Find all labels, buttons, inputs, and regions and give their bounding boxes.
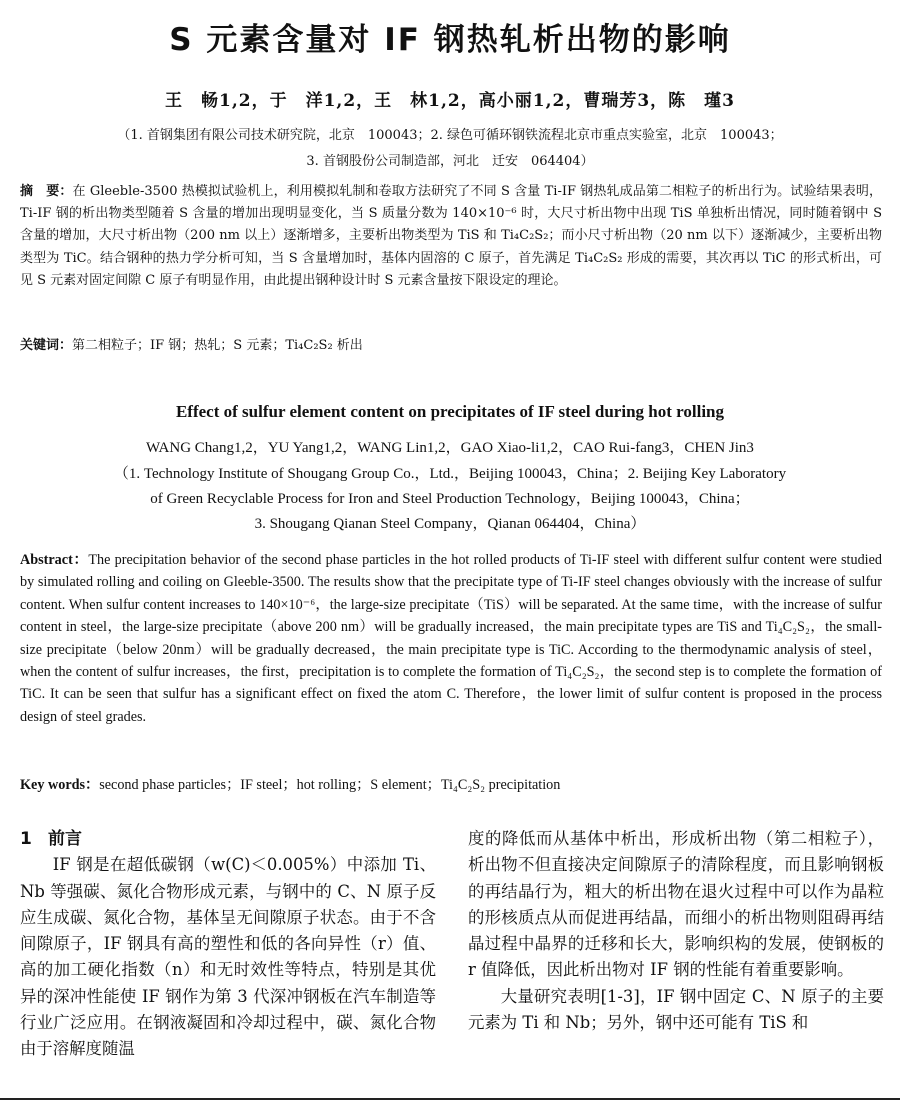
section-number: 1 — [20, 829, 32, 849]
keywords-cn-text: 第二相粒子；IF 钢；热轧；S 元素；Ti₄C₂S₂ 析出 — [72, 338, 363, 353]
affiliation-en-line-2: of Green Recyclable Process for Iron and Steel Production Technology，Beijing 100043，China； — [150, 491, 750, 507]
abstract-en — [20, 549, 882, 728]
body-column-left — [20, 826, 436, 1063]
affiliation-cn-line-2: 3. 首钢股份公司制造部，河北 迁安 064404） — [306, 154, 594, 169]
authors-en: WANG Chang1,2，YU Yang1,2，WANG Lin1,2，GAO Xiao-li1,2，CAO Rui-fang3，CHEN Jin3 — [146, 440, 754, 456]
paper-title-en: Effect of sulfur element content on precipitates of IF steel during hot rolling — [175, 402, 725, 421]
affiliation-cn-line-1: （1. 首钢集团有限公司技术研究院，北京 100043；2. 绿色可循环钢铁流程北京市重点实验室，北京 100043； — [117, 128, 783, 143]
page-bottom-rule — [0, 1098, 900, 1100]
keywords-en-text: second phase particles；IF steel；hot rolling；S element；Ti₄C₂S₂ precipitation — [99, 777, 561, 793]
section-heading — [20, 826, 436, 852]
abstract-en-label: Abstract： — [20, 552, 89, 568]
keywords-en — [20, 774, 882, 796]
keywords-en-label: Key words： — [20, 777, 100, 793]
body-paragraph: 度的降低而从基体中析出，形成析出物（第二相粒子），析出物不但直接决定间隙原子的清除程度，而且影响钢板的再结晶行为，粗大的析出物在退火过程中可以作为晶粒的形核质点从而促进再结晶，而细小的析出物则阻碍再结晶过程中晶界的迁移和长大，影响织构的发展，使钢板的 r 值降低，因此析出物对 IF 钢的性能有着重要影响。 — [468, 829, 884, 980]
paper-title-cn: S 元素含量对 IF 钢热轧析出物的影响 — [169, 22, 731, 58]
keywords-cn — [20, 335, 882, 357]
abstract-en-text: The precipitation behavior of the second phase particles in the hot rolled products of Ti-IF steel with different sulfur content were studied by simulated rolling and coiling on Gleeble-3500. The results show that the precipitate type of Ti-IF steel changes obviously with the increase of sulfur content. When sulfur content increases to 140×10⁻⁶，the large-size precipitate（TiS）will be separated. At the same time，with the increase of sulfur content in steel，the large-size precipitate（above 200 nm）will be gradually increased，the main precipitate types are TiS and Ti₄C₂S₂，the small-size precipitate（below 20nm）will be gradually decreased，the main precipitate type is TiC. According to the thermodynamic analysis of steel，when the content of sulfur increases，the first，precipitation is to complete the formation of Ti₄C₂S₂，the second step is to complete the formation of TiC. It can be seen that sulfur has a significant effect on fixed the atom C. Therefore，the lower limit of sulfur content is proposed in the process design of steel grades. — [20, 552, 883, 725]
body-column-right — [468, 826, 884, 1036]
abstract-cn — [20, 181, 882, 292]
affiliation-en-line-3: 3. Shougang Qianan Steel Company，Qianan 064404，China） — [254, 516, 646, 532]
body-paragraph: IF 钢是在超低碳钢（w(C)＜0.005%）中添加 Ti、Nb 等强碳、氮化合物形成元素，与钢中的 C、N 原子反应生成碳、氮化合物，基体呈无间隙原子状态。由于不含间隙原子，IF 钢具有高的塑性和低的各向异性（r）值、高的加工硬化指数（n）和无时效性等特点，特别是其优异的深冲性能使 IF 钢作为第 3 代深冲钢板在汽车制造等行业广泛应用。在钢液凝固和冷却过程中，碳、氮化合物由于溶解度随温 — [20, 855, 436, 1059]
authors-cn: 王 畅1,2，于 洋1,2，王 林1,2，高小丽1,2，曹瑞芳3，陈 瑾3 — [165, 91, 735, 111]
affiliation-en-line-1: （1. Technology Institute of Shougang Group Co.，Ltd.，Beijing 100043，China；2. Beijing Key Laboratory — [113, 466, 787, 482]
keywords-cn-label: 关键词： — [20, 338, 73, 353]
abstract-cn-text: 在 Gleeble-3500 热模拟试验机上，利用模拟轧制和卷取方法研究了不同 S 含量 Ti-IF 钢热轧成品第二相粒子的析出行为。试验结果表明，Ti-IF 钢的析出物类型随着 S 含量的增加出现明显变化，当 S 质量分数为 140×10⁻⁶ 时，大尺寸析出物中出现 TiS 单独析出情况，同时随着钢中 S 含量的增加，大尺寸析出物（200 nm 以上）逐渐增多，主要析出物类型为 TiS 和 Ti₄C₂S₂；而小尺寸析出物（20 nm 以下）逐渐减少，主要析出物类型为 TiC。结合钢种的热力学分析可知，当 S 含量增加时，基体内固溶的 C 原子，首先满足 Ti₄C₂S₂ 形成的需要，其次再以 TiC 的形式析出，可见 S 元素对固定间隙 C 原子有明显作用，由此提出钢种设计时 S 元素含量按下限设定的理论。 — [20, 184, 882, 288]
section-title: 前言 — [48, 829, 82, 849]
body-paragraph: 大量研究表明[1-3]，IF 钢中固定 C、N 原子的主要元素为 Ti 和 Nb；另外，钢中还可能有 TiS 和 — [468, 986, 884, 1033]
abstract-cn-label: 摘 要： — [20, 184, 73, 199]
